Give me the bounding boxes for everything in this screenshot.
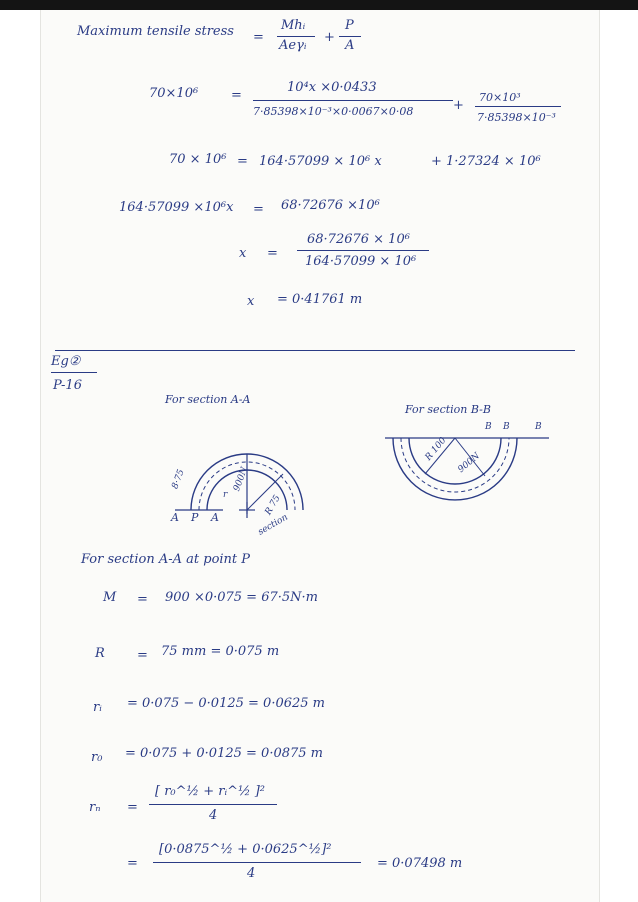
figure1-section-note: section <box>256 512 290 538</box>
plus-sign: + <box>324 30 335 45</box>
line4-fraction-bar <box>297 250 429 251</box>
figure2-label-b3: B <box>535 422 542 432</box>
neutral-radius-denominator: 4 <box>209 808 218 823</box>
figure1-radius-label: R 75 <box>263 493 283 517</box>
notebook-page <box>40 10 600 902</box>
neutral-radius-symbol: rₙ <box>89 800 101 815</box>
figure2-label-b2: B <box>503 422 510 432</box>
line1-fraction2-denominator: 7·85398×10⁻³ <box>477 111 556 124</box>
line3-left: 164·57099 ×10⁶x <box>119 200 234 215</box>
max-tensile-stress-label: Maximum tensile stress <box>77 24 234 39</box>
top-dark-bar <box>0 0 638 10</box>
radius-expression: 75 mm = 0·075 m <box>161 644 280 659</box>
figure2-caption: For section B-B <box>405 403 491 416</box>
line4-numerator: 68·72676 × 10⁶ <box>307 232 410 247</box>
neutral-radius-result: = 0·07498 m <box>377 856 463 871</box>
equals-sign: = <box>267 246 278 261</box>
figure2-label-b1: B <box>485 422 492 432</box>
neutral-radius-values-denominator: 4 <box>247 866 256 881</box>
figure2-inner-arc <box>409 438 501 484</box>
fraction-b-numerator: P <box>345 18 354 33</box>
figure1-label-p: P <box>191 511 199 524</box>
neutral-radius-numerator: [ r₀^½ + rᵢ^½ ]² <box>155 784 266 799</box>
inner-radius-expression: = 0·075 − 0·0125 = 0·0625 m <box>127 696 325 711</box>
neutral-radius-values-fraction-bar <box>153 862 361 863</box>
figure2-force-label: 900N <box>456 451 483 476</box>
line1-fraction-bar <box>253 100 453 101</box>
fraction-a-numerator: Mhᵢ <box>281 18 306 33</box>
figure1-force-label: 900N <box>232 465 251 493</box>
figure1-r-label: r <box>223 490 228 500</box>
section-point-heading: For section A-A at point P <box>81 552 251 567</box>
equals-sign: = <box>127 800 138 815</box>
outer-radius-symbol: r₀ <box>91 750 103 765</box>
example-underline <box>51 372 97 373</box>
line2-right: + 1·27324 × 10⁶ <box>431 154 541 169</box>
radius-symbol: R <box>95 646 105 661</box>
figure1-label-a1: A <box>171 511 179 524</box>
equals-sign: = <box>253 202 264 217</box>
line1-fraction2-bar <box>475 106 561 107</box>
equals-sign: = <box>231 88 242 103</box>
equals-sign: = <box>137 592 148 607</box>
line4-x: x <box>239 246 247 261</box>
stress-value-left: 70×10⁶ <box>149 86 199 101</box>
inner-radius-symbol: rᵢ <box>93 700 102 715</box>
figure1-caption: For section A-A <box>165 393 251 406</box>
line2-middle: 164·57099 × 10⁶ x <box>259 154 382 169</box>
page-reference: P-16 <box>53 378 82 393</box>
line2-left: 70 × 10⁶ <box>169 152 227 167</box>
equals-sign: = <box>137 648 148 663</box>
figure1-label-a2: A <box>211 511 219 524</box>
outer-radius-expression: = 0·075 + 0·0125 = 0·0875 m <box>125 746 323 761</box>
example-label: Eg② <box>51 354 81 369</box>
line1-denominator: 7·85398×10⁻³×0·0067×0·08 <box>253 105 414 118</box>
moment-symbol: M <box>103 590 117 605</box>
plus-sign: + <box>453 98 464 113</box>
neutral-radius-fraction-bar <box>149 804 277 805</box>
figure1-left-dimension: 8·75 <box>170 468 187 491</box>
line4-denominator: 164·57099 × 10⁶ <box>305 254 417 269</box>
figure2-outer-arc <box>393 438 517 500</box>
line3-right: 68·72676 ×10⁶ <box>281 198 380 213</box>
line1-numerator: 10⁴x ×0·0433 <box>287 80 377 95</box>
fraction-a-denominator: Aeγᵢ <box>279 38 307 53</box>
equals-sign: = <box>127 856 138 871</box>
section-divider <box>55 350 575 351</box>
neutral-radius-numerator-values: [0·0875^½ + 0·0625^½]² <box>159 842 332 857</box>
line1-fraction2-numerator: 70×10³ <box>479 91 521 104</box>
equals-sign: = <box>237 154 248 169</box>
line5-x: x <box>247 294 255 309</box>
fraction-b-denominator: A <box>345 38 355 53</box>
moment-expression: 900 ×0·075 = 67·5N·m <box>165 590 318 605</box>
figure2-radius-label: R 100 <box>423 435 449 463</box>
equals-sign: = <box>253 30 264 45</box>
result-x-value: = 0·41761 m <box>277 292 363 307</box>
